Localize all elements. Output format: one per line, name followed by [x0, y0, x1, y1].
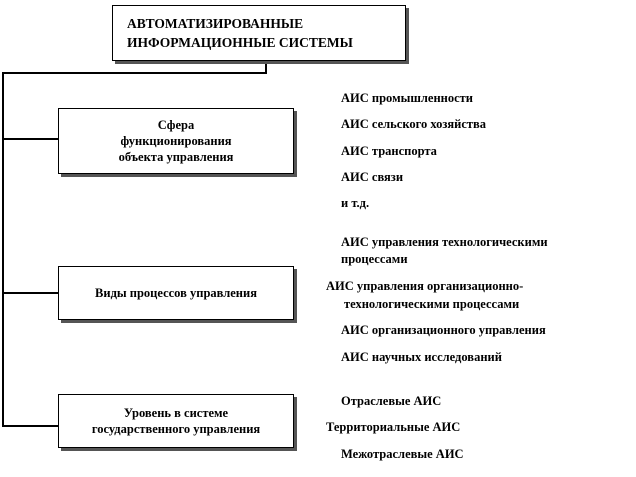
category-box-government-level: [58, 394, 294, 448]
category-box-sphere: [58, 108, 294, 174]
category-label: функционирования: [120, 134, 232, 148]
connector-top-horizontal: [2, 72, 267, 74]
list-item: АИС управления технологическими: [341, 235, 548, 249]
category-label: объекта управления: [118, 150, 234, 164]
category-label: Уровень в системе: [123, 406, 229, 420]
list-item: АИС связи: [341, 170, 404, 184]
list-item: АИС транспорта: [341, 144, 437, 158]
list-item: Отраслевые АИС: [341, 394, 442, 408]
connector-branch-3: [2, 425, 58, 427]
root-box: [112, 5, 406, 61]
category-label: государственного управления: [91, 422, 261, 436]
category-label: Сфера: [157, 118, 195, 132]
category-box-process-types: [58, 266, 294, 320]
connector-branch-1: [2, 138, 58, 140]
list-item: АИС научных исследований: [341, 350, 502, 364]
list-item: и т.д.: [341, 196, 370, 210]
list-item: Территориальные АИС: [326, 420, 461, 434]
list-item: технологическими процессами: [344, 297, 520, 311]
root-title-line1: АВТОМАТИЗИРОВАННЫЕ: [127, 16, 304, 31]
connector-branch-2: [2, 292, 58, 294]
list-item: АИС сельского хозяйства: [341, 117, 487, 131]
root-title-line2: ИНФОРМАЦИОННЫЕ СИСТЕМЫ: [127, 35, 353, 50]
connector-trunk: [2, 72, 4, 426]
list-item: процессами: [341, 252, 408, 266]
list-item: АИС промышленности: [341, 91, 474, 105]
list-item: Межотраслевые АИС: [341, 447, 464, 461]
list-item: АИС организационного управления: [341, 323, 546, 337]
list-item: АИС управления организационно-: [326, 279, 524, 293]
category-label: Виды процессов управления: [95, 286, 257, 300]
